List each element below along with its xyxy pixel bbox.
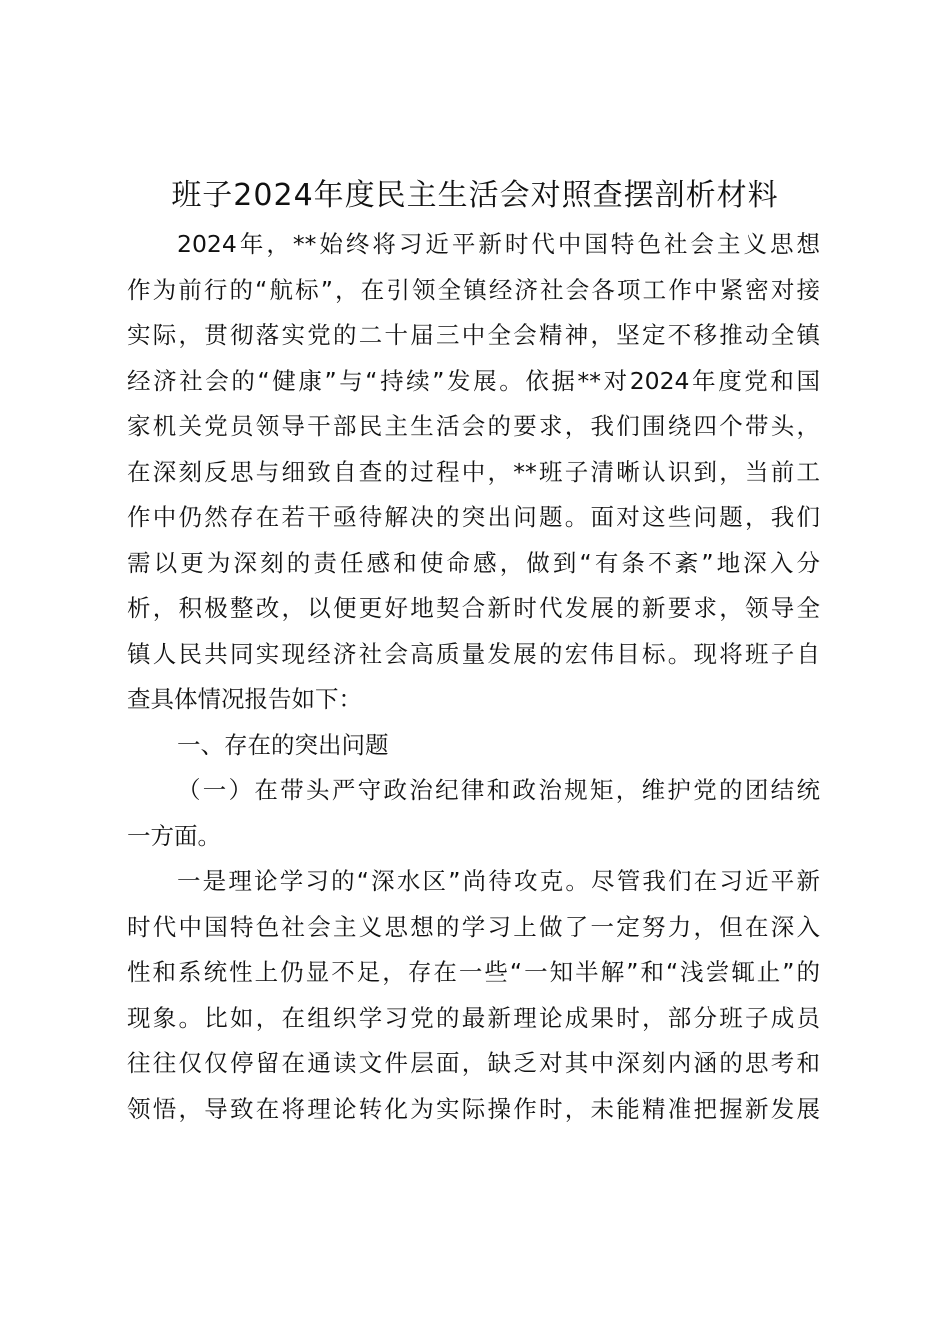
text-line: 经济社会的“健康”与“持续”发展。依据**对2024年度党和国	[127, 366, 820, 395]
subsection-heading	[127, 768, 820, 859]
text-line: 时代中国特色社会主义思想的学习上做了一定努力，但在深入	[127, 912, 820, 941]
paragraph-intro	[127, 222, 820, 723]
text-line: 在深刻反思与细致自查的过程中，**班子清晰认识到，当前工	[127, 457, 820, 486]
text-line: 析，积极整改，以便更好地契合新时代发展的新要求，领导全	[127, 594, 820, 622]
text-line: 一方面。	[127, 821, 221, 850]
text-line: 镇人民共同实现经济社会高质量发展的宏伟目标。现将班子自	[127, 639, 820, 668]
text-line: 2024年，**始终将习近平新时代中国特色社会主义思想	[177, 230, 820, 258]
text-line: 一是理论学习的“深水区”尚待攻克。尽管我们在习近平新	[177, 867, 820, 895]
text-line: 作为前行的“航标”，在引领全镇经济社会各项工作中紧密对接	[127, 275, 820, 304]
paragraph-point-one	[127, 859, 820, 1132]
text-line: （一）在带头严守政治纪律和政治规矩，维护党的团结统	[177, 776, 820, 804]
text-line: 现象。比如，在组织学习党的最新理论成果时，部分班子成员	[127, 1003, 820, 1032]
text-line: 往往仅仅停留在通读文件层面，缺乏对其中深刻内涵的思考和	[127, 1049, 820, 1077]
text-line: 作中仍然存在若干亟待解决的突出问题。面对这些问题，我们	[127, 503, 820, 531]
document-body	[127, 222, 820, 1132]
text-line: 需以更为深刻的责任感和使命感，做到“有条不紊”地深入分	[127, 548, 820, 577]
text-line: 实际，贯彻落实党的二十届三中全会精神，坚定不移推动全镇	[127, 321, 820, 349]
section-heading	[127, 723, 820, 769]
text-line: 性和系统性上仍显不足，存在一些“一知半解”和“浅尝辄止”的	[127, 958, 820, 986]
text-line: 一、存在的突出问题	[177, 730, 389, 759]
text-line: 家机关党员领导干部民主生活会的要求，我们围绕四个带头，	[127, 412, 820, 440]
text-line: 领悟，导致在将理论转化为实际操作时，未能精准把握新发展	[127, 1094, 820, 1123]
document-title: 班子2024年度民主生活会对照查摆剖析材料	[171, 178, 779, 213]
text-line: 查具体情况报告如下：	[127, 685, 362, 713]
